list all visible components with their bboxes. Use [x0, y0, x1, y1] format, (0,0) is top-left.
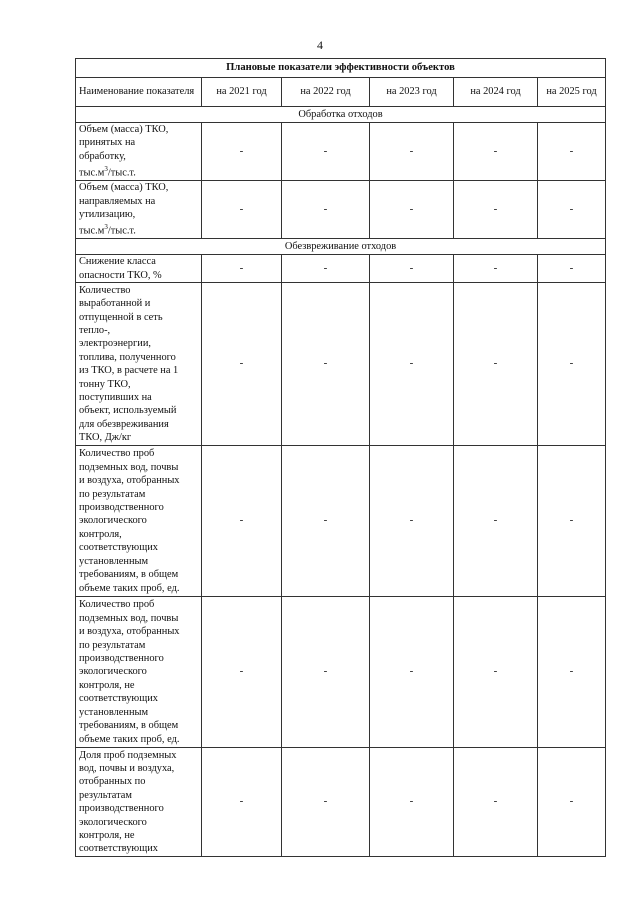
- value-cell-2023: -: [370, 255, 454, 283]
- value-cell-2022: -: [282, 597, 370, 748]
- value-cell-2025: -: [538, 181, 606, 239]
- value-cell-2024: -: [454, 123, 538, 181]
- value-cell-2025: -: [538, 255, 606, 283]
- indicator-name-line: подземных вод, почвы: [79, 612, 179, 624]
- indicator-name-line: Количество проб: [79, 448, 155, 460]
- table-row: [76, 597, 606, 748]
- indicator-name-line: Объем (масса) ТКО,: [79, 182, 169, 194]
- indicator-name-line: контроля,: [79, 528, 122, 540]
- value-cell-2021: -: [202, 255, 282, 283]
- indicator-unit-line: [79, 221, 198, 238]
- section-row: [76, 239, 606, 255]
- indicator-name-cell: [76, 255, 202, 283]
- indicator-name-line: Количество проб: [79, 599, 155, 611]
- value-cell-2022: -: [282, 748, 370, 857]
- value-cell-2024: -: [454, 597, 538, 748]
- indicator-name-line: соответствующих: [79, 843, 158, 855]
- table-title: Плановые показатели эффективности объектов: [76, 59, 606, 78]
- value-cell-2025: -: [538, 446, 606, 597]
- indicator-name-line: Доля проб подземных: [79, 749, 177, 761]
- unit-superscript: 3: [104, 165, 108, 174]
- indicator-name-cell: [76, 123, 202, 181]
- value-cell-2021: -: [202, 181, 282, 239]
- table-row: [76, 123, 606, 181]
- indicator-name-line: установленным: [79, 555, 149, 567]
- indicator-name-line: соответствующих: [79, 693, 158, 705]
- indicator-name-cell: [76, 748, 202, 857]
- value-cell-2025: -: [538, 597, 606, 748]
- table-row: [76, 283, 606, 446]
- indicator-name-line: экологического: [79, 666, 147, 678]
- value-cell-2022: -: [282, 283, 370, 446]
- indicator-name-line: экологического: [79, 816, 147, 828]
- indicator-name-line: объеме таких проб, ед.: [79, 733, 180, 745]
- value-cell-2024: -: [454, 255, 538, 283]
- indicator-name-line: требованиям, в общем: [79, 569, 179, 581]
- indicator-name-cell: [76, 446, 202, 597]
- indicator-name-line: производственного: [79, 502, 164, 514]
- indicator-name-line: по результатам: [79, 488, 146, 500]
- indicator-name-line: тепло-,: [79, 324, 111, 336]
- indicator-name-line: производственного: [79, 653, 164, 665]
- value-cell-2025: -: [538, 748, 606, 857]
- value-cell-2023: -: [370, 123, 454, 181]
- indicator-name-line: подземных вод, почвы: [79, 461, 179, 473]
- title-row: [76, 59, 606, 78]
- value-cell-2024: -: [454, 283, 538, 446]
- kpi-table: [75, 58, 606, 857]
- value-cell-2023: -: [370, 597, 454, 748]
- indicator-name-line: принятых на: [79, 137, 136, 149]
- table-row: [76, 748, 606, 857]
- indicator-name-line: соответствующих: [79, 542, 158, 554]
- value-cell-2024: -: [454, 181, 538, 239]
- value-cell-2024: -: [454, 446, 538, 597]
- indicator-name-line: для обезвреживания: [79, 418, 169, 430]
- indicator-name-line: поступивших на: [79, 392, 152, 403]
- indicator-name-line: производственного: [79, 803, 164, 815]
- indicator-name-line: требованиям, в общем: [79, 720, 179, 732]
- value-cell-2021: -: [202, 123, 282, 181]
- indicator-name-line: отобранных по: [79, 776, 146, 788]
- indicator-name-line: топлива, полученного: [79, 351, 176, 363]
- value-cell-2022: -: [282, 255, 370, 283]
- indicator-name-line: утилизацию,: [79, 208, 136, 220]
- indicator-name-line: и воздуха, отобранных: [79, 626, 180, 638]
- indicator-name-line: отпущенной в сеть: [79, 311, 163, 323]
- table-row: [76, 181, 606, 239]
- header-row: [76, 78, 606, 107]
- header-year-2024: на 2024 год: [454, 78, 538, 107]
- value-cell-2022: -: [282, 446, 370, 597]
- indicator-name-line: Снижение класса: [79, 256, 156, 268]
- indicator-name-line: Количество: [79, 284, 131, 296]
- unit-base: тыс.м: [79, 225, 105, 237]
- section-row: [76, 107, 606, 123]
- table-row: [76, 446, 606, 597]
- indicator-name-line: по результатам: [79, 639, 146, 651]
- indicator-name-line: направляемых на: [79, 195, 156, 207]
- page-number: 4: [317, 38, 323, 52]
- indicator-name-line: контроля, не: [79, 679, 135, 691]
- indicator-name-line: тонну ТКО,: [79, 378, 131, 390]
- indicator-name-line: результатам: [79, 789, 132, 801]
- value-cell-2022: -: [282, 181, 370, 239]
- value-cell-2024: -: [454, 748, 538, 857]
- indicator-name-cell: [76, 283, 202, 446]
- unit-superscript: 3: [104, 223, 108, 232]
- indicator-unit-line: [79, 163, 198, 180]
- indicator-name-line: Объем (масса) ТКО,: [79, 124, 169, 135]
- indicator-name-line: электроэнергии,: [79, 338, 151, 350]
- indicator-name-line: обработку,: [79, 150, 126, 162]
- value-cell-2023: -: [370, 748, 454, 857]
- header-year-2025: на 2025 год: [538, 78, 606, 107]
- value-cell-2023: -: [370, 283, 454, 446]
- kpi-table-body: [76, 59, 606, 857]
- indicator-name-cell: [76, 597, 202, 748]
- indicator-name-line: опасности ТКО, %: [79, 269, 162, 281]
- header-year-2023: на 2023 год: [370, 78, 454, 107]
- value-cell-2021: -: [202, 597, 282, 748]
- value-cell-2021: -: [202, 283, 282, 446]
- value-cell-2025: -: [538, 123, 606, 181]
- indicator-name-line: контроля, не: [79, 830, 135, 841]
- indicator-name-line: вод, почвы и воздуха,: [79, 762, 175, 774]
- value-cell-2022: -: [282, 123, 370, 181]
- value-cell-2021: -: [202, 748, 282, 857]
- header-year-2022: на 2022 год: [282, 78, 370, 107]
- indicator-name-cell: [76, 181, 202, 239]
- header-name-cell: Наименование показателя: [76, 78, 202, 107]
- indicator-name-line: выработанной и: [79, 298, 151, 310]
- indicator-name-line: ТКО, Дж/кг: [79, 432, 132, 444]
- section-title: Обезвреживание отходов: [76, 239, 606, 255]
- unit-tail: /тыс.т.: [107, 167, 136, 179]
- value-cell-2025: -: [538, 283, 606, 446]
- indicator-name-line: установленным: [79, 706, 149, 718]
- indicator-name-line: объеме таких проб, ед.: [79, 582, 180, 594]
- unit-tail: /тыс.т.: [107, 225, 136, 237]
- table-row: [76, 255, 606, 283]
- indicator-name-line: из ТКО, в расчете на 1: [79, 365, 179, 377]
- section-title: Обработка отходов: [76, 107, 606, 123]
- value-cell-2023: -: [370, 181, 454, 239]
- header-year-2021: на 2021 год: [202, 78, 282, 107]
- value-cell-2021: -: [202, 446, 282, 597]
- indicator-name-line: и воздуха, отобранных: [79, 475, 180, 487]
- value-cell-2023: -: [370, 446, 454, 597]
- unit-base: тыс.м: [79, 167, 105, 179]
- indicator-name-line: экологического: [79, 515, 147, 527]
- indicator-name-line: объект, используемый: [79, 405, 177, 417]
